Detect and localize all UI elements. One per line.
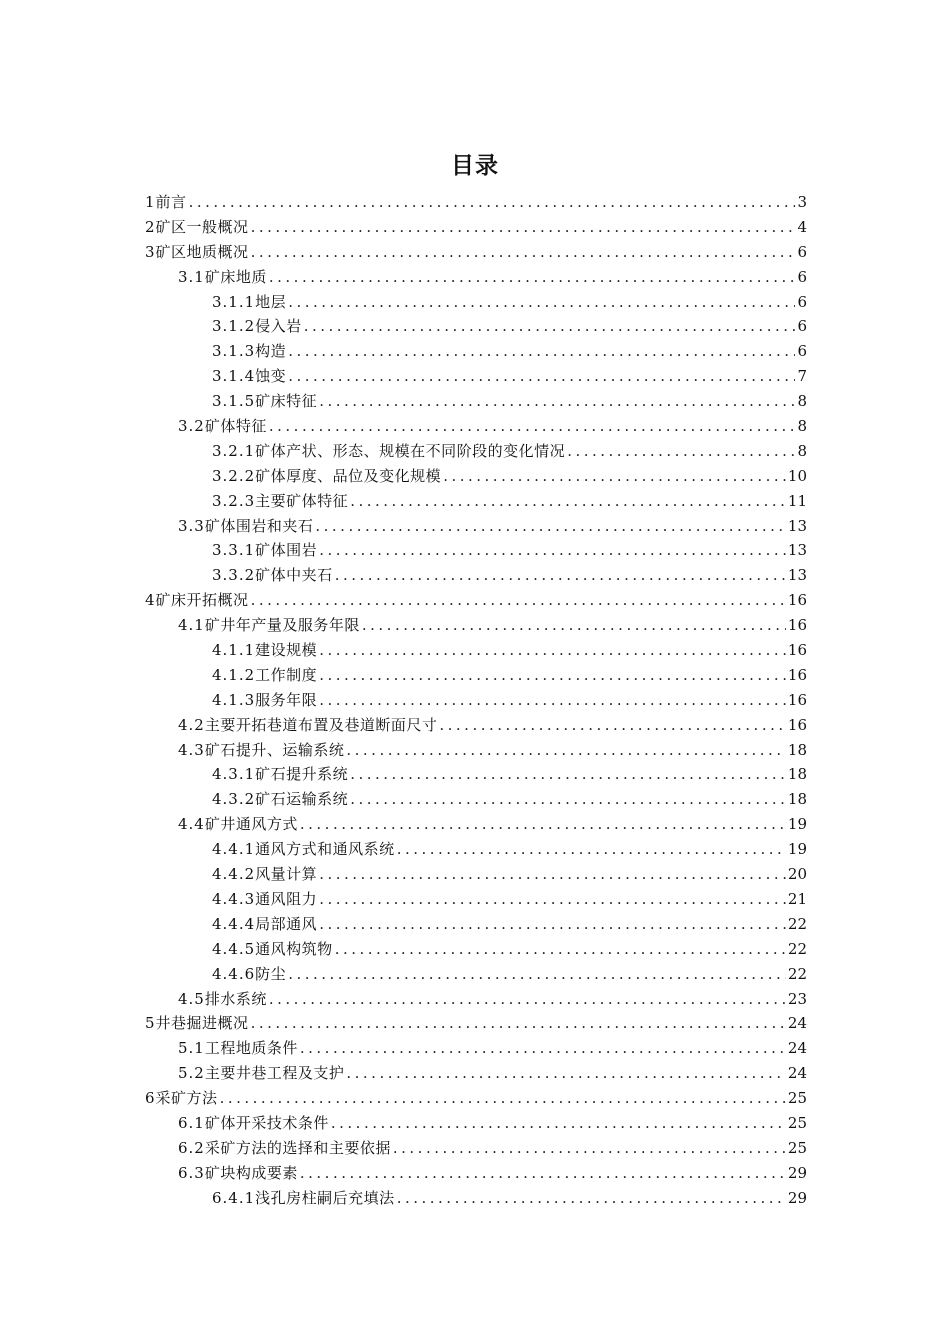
- toc-entry-page-number: 8: [797, 441, 807, 460]
- toc-entry-page-number: 18: [787, 765, 807, 784]
- toc-entry-title: 前言: [155, 193, 187, 211]
- toc-entry-title: 矿体产状、形态、规模在不同阶段的变化情况: [255, 441, 566, 460]
- toc-entry-page-number: 19: [787, 840, 807, 859]
- toc-entry-title: 矿井年产量及服务年限: [204, 616, 360, 635]
- toc-entry-number: 5.2: [178, 1064, 205, 1083]
- toc-entry-number: 6.1: [178, 1113, 205, 1132]
- toc-entry[interactable]: [145, 887, 807, 912]
- toc-entry[interactable]: [145, 414, 807, 439]
- toc-dot-leader: [251, 588, 786, 613]
- toc-dot-leader: [397, 837, 786, 862]
- toc-entry[interactable]: [145, 1036, 807, 1061]
- toc-entry-page-number: 13: [787, 516, 807, 535]
- toc-entry-page-number: 16: [787, 715, 807, 734]
- toc-entry-title: 构造: [255, 342, 287, 361]
- toc-entry-title: 矿体中夹石: [255, 566, 333, 585]
- toc-entry[interactable]: [145, 1161, 807, 1186]
- toc-entry-page-number: 8: [797, 392, 807, 411]
- toc-entry-page-number: 3: [797, 193, 807, 211]
- toc-dot-leader: [350, 489, 786, 514]
- toc-entry-title: 地层: [255, 292, 287, 311]
- toc-entry-number: 3.3.1: [212, 541, 256, 560]
- toc-entry[interactable]: [145, 1061, 807, 1086]
- toc-entry-page-number: 18: [787, 790, 807, 809]
- toc-entry-number: 3.2: [178, 417, 205, 436]
- toc-entry-title: 矿石提升系统: [255, 765, 349, 784]
- toc-entry[interactable]: [145, 762, 807, 787]
- toc-entry-page-number: 11: [787, 491, 807, 510]
- toc-entry-page-number: 19: [787, 815, 807, 834]
- toc-entry-page-number: 6: [797, 317, 807, 336]
- toc-dot-leader: [269, 414, 796, 439]
- toc-entry-number: 4.4.3: [212, 889, 256, 908]
- toc-entry-number: 6.3: [178, 1163, 205, 1182]
- toc-entry-number: 1: [145, 193, 156, 211]
- toc-entry-title: 采矿方法的选择和主要依据: [204, 1138, 391, 1157]
- toc-entry-page-number: 22: [787, 939, 807, 958]
- toc-entry-number: 3.3.2: [212, 566, 256, 585]
- toc-entry-page-number: 7: [797, 367, 807, 386]
- toc-dot-leader: [304, 314, 796, 339]
- toc-entry-page-number: 22: [787, 914, 807, 933]
- toc-entry-page-number: 24: [787, 1039, 807, 1058]
- toc-entry[interactable]: [145, 1086, 807, 1111]
- toc-entry-number: 4.3: [178, 740, 205, 759]
- toc-entry-title: 侵入岩: [255, 317, 302, 336]
- toc-entry-page-number: 6: [797, 342, 807, 361]
- toc-entry-page-number: 23: [787, 989, 807, 1008]
- toc-entry-number: 4.1.1: [212, 641, 256, 660]
- toc-entry-number: 5.1: [178, 1039, 205, 1058]
- toc-entry[interactable]: [145, 464, 807, 489]
- toc-entry-title: 矿体特征: [204, 417, 267, 436]
- toc-dot-leader: [335, 937, 786, 962]
- toc-dot-leader: [288, 962, 786, 987]
- toc-entry-title: 矿石提升、运输系统: [204, 740, 345, 759]
- toc-entry-page-number: 13: [787, 541, 807, 560]
- toc-entry[interactable]: [145, 439, 807, 464]
- toc-dot-leader: [319, 663, 786, 688]
- toc-entry-title: 矿石运输系统: [255, 790, 349, 809]
- toc-entry-number: 3.1.3: [212, 342, 256, 361]
- toc-entry[interactable]: [145, 937, 807, 962]
- toc-entry-page-number: 6: [797, 267, 807, 286]
- toc-entry-number: 2: [145, 217, 156, 236]
- toc-entry-page-number: 25: [787, 1113, 807, 1132]
- toc-entry-title: 主要矿体特征: [255, 491, 349, 510]
- toc-entry-title: 风量计算: [255, 865, 318, 884]
- toc-entry-number: 4: [145, 591, 156, 610]
- toc-entry-page-number: 16: [787, 665, 807, 684]
- toc-entry-page-number: 8: [797, 417, 807, 436]
- toc-entry[interactable]: [145, 314, 807, 339]
- toc-entry-page-number: 18: [787, 740, 807, 759]
- table-of-contents: [145, 190, 807, 1211]
- toc-entry-page-number: 20: [787, 865, 807, 884]
- toc-entry-title: 建设规模: [255, 641, 318, 660]
- toc-entry-title: 主要开拓巷道布置及巷道断面尺寸: [204, 715, 438, 734]
- toc-dot-leader: [319, 688, 786, 713]
- toc-entry-number: 4.3.2: [212, 790, 256, 809]
- toc-entry[interactable]: [145, 688, 807, 713]
- toc-entry[interactable]: [145, 290, 807, 315]
- toc-entry[interactable]: [145, 738, 807, 763]
- toc-entry-title: 工作制度: [255, 665, 318, 684]
- toc-entry[interactable]: [145, 240, 807, 265]
- toc-entry-page-number: 10: [787, 466, 807, 485]
- toc-dot-leader: [350, 787, 786, 812]
- toc-dot-leader: [288, 364, 795, 389]
- toc-entry[interactable]: [145, 588, 807, 613]
- toc-dot-leader: [319, 389, 795, 414]
- toc-entry[interactable]: [145, 538, 807, 563]
- toc-entry-title: 通风阻力: [255, 889, 318, 908]
- toc-entry-title: 通风方式和通风系统: [255, 840, 395, 859]
- toc-entry-number: 4.1: [178, 616, 205, 635]
- toc-entry[interactable]: [145, 713, 807, 738]
- toc-dot-leader: [331, 1111, 786, 1136]
- toc-entry-title: 矿块构成要素: [204, 1163, 298, 1182]
- toc-dot-leader: [300, 1161, 786, 1186]
- toc-entry-number: 3.1.2: [212, 317, 256, 336]
- toc-entry[interactable]: [145, 862, 807, 887]
- toc-entry-title: 矿床地质: [204, 267, 267, 286]
- toc-entry-title: 矿床特征: [255, 392, 318, 411]
- toc-entry-number: 3.1.5: [212, 392, 256, 411]
- toc-entry-number: 3.2.1: [212, 441, 256, 460]
- toc-dot-leader: [269, 265, 796, 290]
- toc-entry-title: 排水系统: [204, 989, 267, 1008]
- toc-entry-title: 矿体围岩和夹石: [204, 516, 314, 535]
- toc-entry-title: 矿体开采技术条件: [204, 1113, 329, 1132]
- toc-dot-leader: [300, 812, 786, 837]
- toc-entry-page-number: 29: [787, 1163, 807, 1182]
- toc-entry-page-number: 16: [787, 641, 807, 660]
- toc-entry-page-number: 4: [797, 217, 807, 236]
- toc-entry[interactable]: [145, 1136, 807, 1161]
- toc-entry-number: 6.4.1: [212, 1188, 256, 1207]
- toc-entry-page-number: 6: [797, 242, 807, 261]
- toc-entry-number: 6: [145, 1089, 156, 1108]
- toc-entry-number: 3.2.2: [212, 466, 256, 485]
- toc-entry-number: 4.4.6: [212, 964, 256, 983]
- toc-entry-page-number: 24: [787, 1014, 807, 1033]
- toc-entry-number: 4.4.5: [212, 939, 256, 958]
- toc-entry[interactable]: [145, 912, 807, 937]
- toc-entry[interactable]: [145, 265, 807, 290]
- toc-dot-leader: [393, 1136, 786, 1161]
- toc-entry-title: 井巷掘进概况: [155, 1014, 249, 1033]
- toc-entry[interactable]: [145, 962, 807, 987]
- toc-entry-number: 4.4.1: [212, 840, 256, 859]
- toc-dot-leader: [335, 563, 786, 588]
- toc-entry-page-number: 21: [787, 889, 807, 908]
- toc-entry-title: 矿床开拓概况: [155, 591, 249, 610]
- toc-entry-number: 4.4.4: [212, 914, 256, 933]
- toc-entry[interactable]: [145, 1186, 807, 1211]
- toc-entry-title: 矿区一般概况: [155, 217, 249, 236]
- toc-entry-title: 矿区地质概况: [155, 242, 249, 261]
- toc-entry-number: 4.5: [178, 989, 205, 1008]
- toc-entry-page-number: 24: [787, 1064, 807, 1083]
- toc-entry-page-number: 25: [787, 1089, 807, 1108]
- toc-dot-leader: [220, 1086, 786, 1111]
- toc-dot-leader: [319, 887, 786, 912]
- toc-entry-number: 3.1.4: [212, 367, 256, 386]
- toc-entry-number: 3.3: [178, 516, 205, 535]
- toc-entry[interactable]: [145, 190, 807, 215]
- toc-entry-page-number: 6: [797, 292, 807, 311]
- toc-entry-page-number: 16: [787, 616, 807, 635]
- toc-entry[interactable]: [145, 787, 807, 812]
- toc-entry-number: 3.2.3: [212, 491, 256, 510]
- toc-entry[interactable]: [145, 1011, 807, 1036]
- toc-entry-number: 3: [145, 242, 156, 261]
- toc-entry-page-number: 13: [787, 566, 807, 585]
- toc-dot-leader: [300, 1036, 786, 1061]
- toc-dot-leader: [443, 464, 786, 489]
- toc-dot-leader: [251, 215, 796, 240]
- toc-entry-title: 浅孔房柱嗣后充填法: [255, 1188, 395, 1207]
- toc-entry-title: 服务年限: [255, 690, 318, 709]
- toc-entry-number: 4.4.2: [212, 865, 256, 884]
- toc-entry-number: 4.3.1: [212, 765, 256, 784]
- toc-dot-leader: [397, 1186, 786, 1211]
- toc-dot-leader: [439, 713, 786, 738]
- toc-entry[interactable]: [145, 613, 807, 638]
- toc-entry[interactable]: [145, 489, 807, 514]
- toc-dot-leader: [189, 190, 796, 215]
- toc-entry-title: 防尘: [255, 964, 287, 983]
- toc-entry-title: 矿体围岩: [255, 541, 318, 560]
- page-title: 目录: [451, 153, 499, 179]
- toc-dot-leader: [319, 912, 786, 937]
- toc-dot-leader: [350, 762, 786, 787]
- toc-dot-leader: [319, 638, 786, 663]
- toc-entry-page-number: 25: [787, 1138, 807, 1157]
- toc-entry-page-number: 22: [787, 964, 807, 983]
- toc-entry-title: 矿井通风方式: [204, 815, 298, 834]
- toc-entry[interactable]: [145, 389, 807, 414]
- toc-entry[interactable]: [145, 514, 807, 539]
- toc-entry-title: 采矿方法: [155, 1089, 218, 1108]
- toc-dot-leader: [251, 240, 796, 265]
- toc-entry[interactable]: [145, 339, 807, 364]
- toc-dot-leader: [319, 862, 786, 887]
- toc-dot-leader: [288, 290, 795, 315]
- toc-entry[interactable]: [145, 563, 807, 588]
- toc-entry[interactable]: [145, 812, 807, 837]
- toc-dot-leader: [269, 987, 786, 1012]
- toc-entry[interactable]: [145, 1111, 807, 1136]
- toc-entry-number: 5: [145, 1014, 156, 1033]
- toc-entry-title: 蚀变: [255, 367, 287, 386]
- toc-entry[interactable]: [145, 638, 807, 663]
- toc-entry-page-number: 29: [787, 1188, 807, 1207]
- toc-dot-leader: [346, 738, 786, 763]
- toc-entry-number: 3.1: [178, 267, 205, 286]
- toc-entry-number: 4.2: [178, 715, 205, 734]
- toc-entry-number: 4.1.2: [212, 665, 256, 684]
- toc-entry-title: 局部通风: [255, 914, 318, 933]
- toc-dot-leader: [251, 1011, 786, 1036]
- toc-entry-number: 4.4: [178, 815, 205, 834]
- toc-entry[interactable]: [145, 987, 807, 1012]
- toc-entry-number: 3.1.1: [212, 292, 256, 311]
- toc-dot-leader: [346, 1061, 786, 1086]
- toc-dot-leader: [319, 538, 786, 563]
- toc-entry-page-number: 16: [787, 690, 807, 709]
- toc-entry-title: 矿体厚度、品位及变化规模: [255, 466, 442, 485]
- toc-dot-leader: [567, 439, 795, 464]
- toc-dot-leader: [288, 339, 795, 364]
- toc-entry[interactable]: [145, 364, 807, 389]
- toc-entry-number: 4.1.3: [212, 690, 256, 709]
- toc-entry[interactable]: [145, 837, 807, 862]
- toc-entry-number: 6.2: [178, 1138, 205, 1157]
- toc-entry[interactable]: [145, 215, 807, 240]
- toc-entry-title: 工程地质条件: [204, 1039, 298, 1058]
- toc-dot-leader: [315, 514, 786, 539]
- toc-entry-title: 主要井巷工程及支护: [204, 1064, 345, 1083]
- toc-entry[interactable]: [145, 663, 807, 688]
- toc-entry-page-number: 16: [787, 591, 807, 610]
- toc-entry-title: 通风构筑物: [255, 939, 333, 958]
- toc-dot-leader: [362, 613, 786, 638]
